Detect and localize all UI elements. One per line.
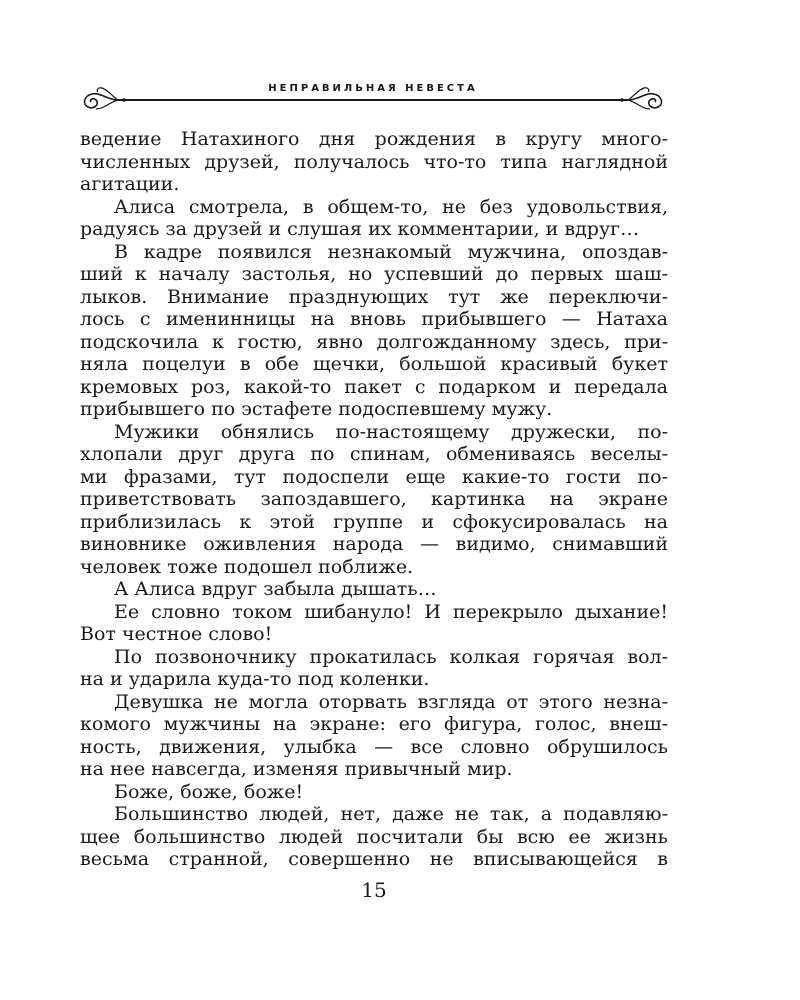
text-line: прибывшего по эстафете подоспевшему мужу. <box>80 398 553 420</box>
text-line: комого мужчины на экране: его фигура, голос, внеш- <box>80 713 668 735</box>
text-line: Девушка не могла оторвать взгляда от этого незна- <box>114 690 668 713</box>
text-line: По позвоночнику прокатилась колкая горячая вол- <box>114 645 668 668</box>
text-line: агитации. <box>80 173 180 195</box>
text-line: приблизилась к этой группе и сфокусировалась на <box>80 510 668 533</box>
text-line: ший к началу застолья, но успевший до первых шаш- <box>80 263 668 285</box>
text-line: виновнике оживления народа — видимо, снимавший <box>80 533 668 555</box>
text-line: на и ударила куда-то под коленки. <box>80 668 430 690</box>
text-line: Боже, боже, боже! <box>114 780 304 803</box>
text-line: Вот честное слово! <box>80 623 273 645</box>
text-line: человек тоже подошел поближе. <box>80 555 414 578</box>
text-line: весьма странной, совершенно не вписывающейся в <box>80 848 668 870</box>
text-line: кремовых роз, какой-то пакет с подарком и передала <box>80 375 668 398</box>
text-line: лыков. Внимание празднующих тут же переключи- <box>80 285 668 308</box>
text-line: ведение Натахиного дня рождения в кругу много- <box>80 128 668 150</box>
text-line: Большинство людей, нет, даже не так, а подавляю- <box>114 803 668 825</box>
text-line: Алиса смотрела, в общем-то, не без удовольствия, <box>114 195 668 218</box>
text-line: А Алиса вдруг забыла дышать… <box>114 578 437 600</box>
running-header <box>78 78 668 114</box>
text-line: ность, движения, улыбка — все словно обрушилось <box>80 735 668 758</box>
text-line: лось с именинницы на вновь прибывшего — Натаха <box>80 308 668 330</box>
text-line: Мужики обнялись по-настоящему дружески, по- <box>114 420 668 443</box>
body-text <box>80 128 668 871</box>
text-line: В кадре появился незнакомый мужчина, опоздав- <box>114 240 668 263</box>
text-line: щее большинство людей посчитали бы всю ее жизнь <box>80 825 668 848</box>
text-line: приветствовать запоздавшего, картинка на экране <box>80 488 668 510</box>
running-title: НЕПРАВИЛЬНАЯ НЕВЕСТА <box>268 83 478 94</box>
text-line: Ее словно током шибануло! И перекрыло дыхание! <box>114 600 668 623</box>
text-line: няла поцелуи в обе щечки, большой красивый букет <box>80 353 668 375</box>
text-line: хлопали друг друга по спинам, обмениваясь веселы- <box>80 443 668 465</box>
text-line: радуясь за друзей и слушая их комментарии, и вдруг… <box>80 218 640 240</box>
text-line: ми фразами, тут подоспели еще какие-то гости по- <box>80 465 668 488</box>
text-line: численных друзей, получалось что-то типа наглядной <box>80 150 668 173</box>
page-number: 15 <box>361 878 387 902</box>
text-line: подскочила к гостю, явно долгожданному здесь, при- <box>80 330 668 353</box>
text-line: на нее навсегда, изменяя привычный мир. <box>80 758 513 780</box>
